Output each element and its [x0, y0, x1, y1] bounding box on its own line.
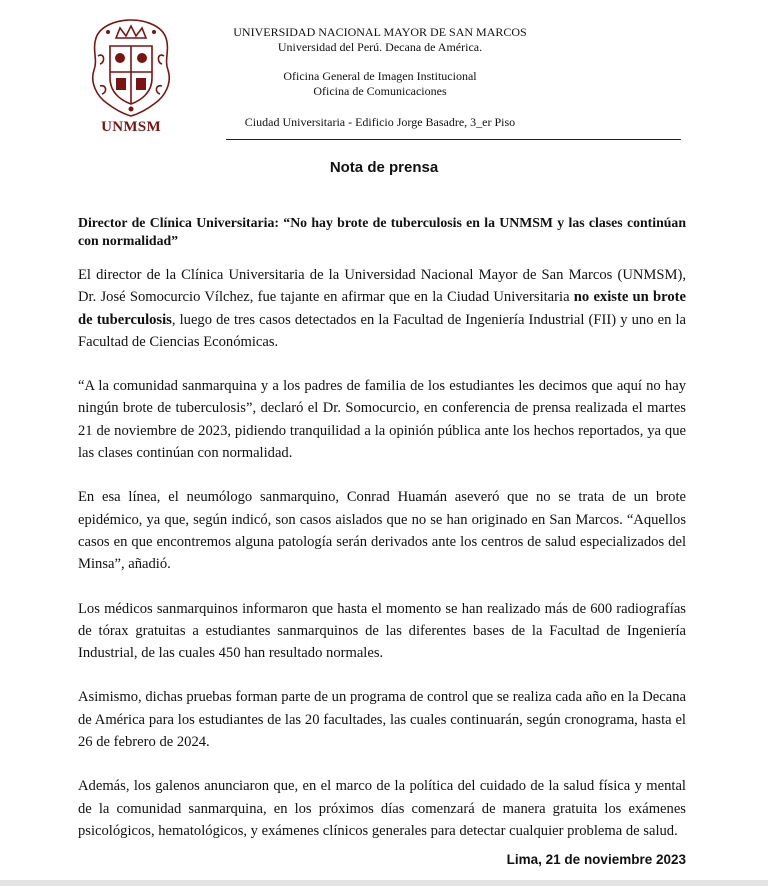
paragraph-1-emphasis: no existe un brote de tuberculosis: [78, 289, 686, 328]
paragraph-5: Asimismo, dichas pruebas forman parte de un programa de control que se realiza cada año en la Decana de América para los estudiantes de las 20 facultades, las cuales continuarán, según cronograma, hasta el 26 de febrero de 2024.: [78, 689, 686, 751]
paragraph-2: “A la comunidad sanmarquina y a los padres de familia de los estudiantes les decimos que aquí no hay ningún brote de tuberculosis”, declaró el Dr. Somocurcio, en conferencia de prensa realizada el martes 21 de noviembre de 2023, pidiendo tranquilidad a la opinión pública ante los hechos reportados, ya que las clases continúan con normalidad.: [78, 378, 686, 462]
header-divider: [226, 139, 681, 140]
dateline: Lima, 21 de noviembre 2023: [506, 852, 686, 867]
logo-wordmark: UNMSM: [101, 119, 161, 135]
paragraph-4: Los médicos sanmarquinos informaron que hasta el momento se han realizado más de 600 radiografías de tórax gratuitas a estudiantes sanmarquinos de las diferentes bases de la Facultad de Ingeniería Industrial, de las cuales 450 han resultado normales.: [78, 600, 686, 662]
paragraph-3: En esa línea, el neumólogo sanmarquino, Conrad Huamán aseveró que no se trata de un brote epidémico, ya que, según indicó, son casos aislados que no se han originado en San Marcos. “Aquellos casos en que encontremos alguna patología serán derivados ante los centros de salud especializados del Minsa”, añadió.: [78, 489, 686, 573]
press-body: [78, 264, 686, 864]
university-tagline: Universidad del Perú. Decana de América.: [277, 40, 483, 54]
paragraph-6: Además, los galenos anunciaron que, en el marco de la política del cuidado de la salud física y mental de la comunidad sanmarquina, en los próximos días comenzará de manera gratuita los exámenes psicológicos, hematológicos, y exámenes clínicos generales para detectar cualquier problema de salud.: [78, 778, 686, 839]
paragraph-1-text-a: El director de la Clínica Universitaria de la Universidad Nacional Mayor de San Marcos (UNMSM), Dr. José Somocurcio Vílchez, fue tajante en afirmar que en la Ciudad Universitaria: [78, 267, 686, 306]
crest-icon: [86, 16, 176, 120]
document-type-title: Nota de prensa: [329, 159, 439, 176]
page-bottom-edge: [0, 880, 768, 886]
office-address: Ciudad Universitaria - Edificio Jorge Basadre, 3_er Piso: [244, 115, 516, 129]
university-name: UNIVERSIDAD NACIONAL MAYOR DE SAN MARCOS: [233, 25, 527, 39]
press-headline: Director de Clínica Universitaria: “No hay brote de tuberculosis en la UNMSM y las clases continúan con normalidad”: [78, 215, 686, 248]
paragraph-1: [78, 264, 686, 353]
office-name-secondary: Oficina de Comunicaciones: [313, 84, 447, 98]
paragraph-1-text-c: , luego de tres casos detectados en la Facultad de Ingeniería Industrial (FII) y uno en la Facultad de Ciencias Económicas.: [78, 311, 686, 350]
office-name-primary: Oficina General de Imagen Institucional: [283, 69, 477, 83]
